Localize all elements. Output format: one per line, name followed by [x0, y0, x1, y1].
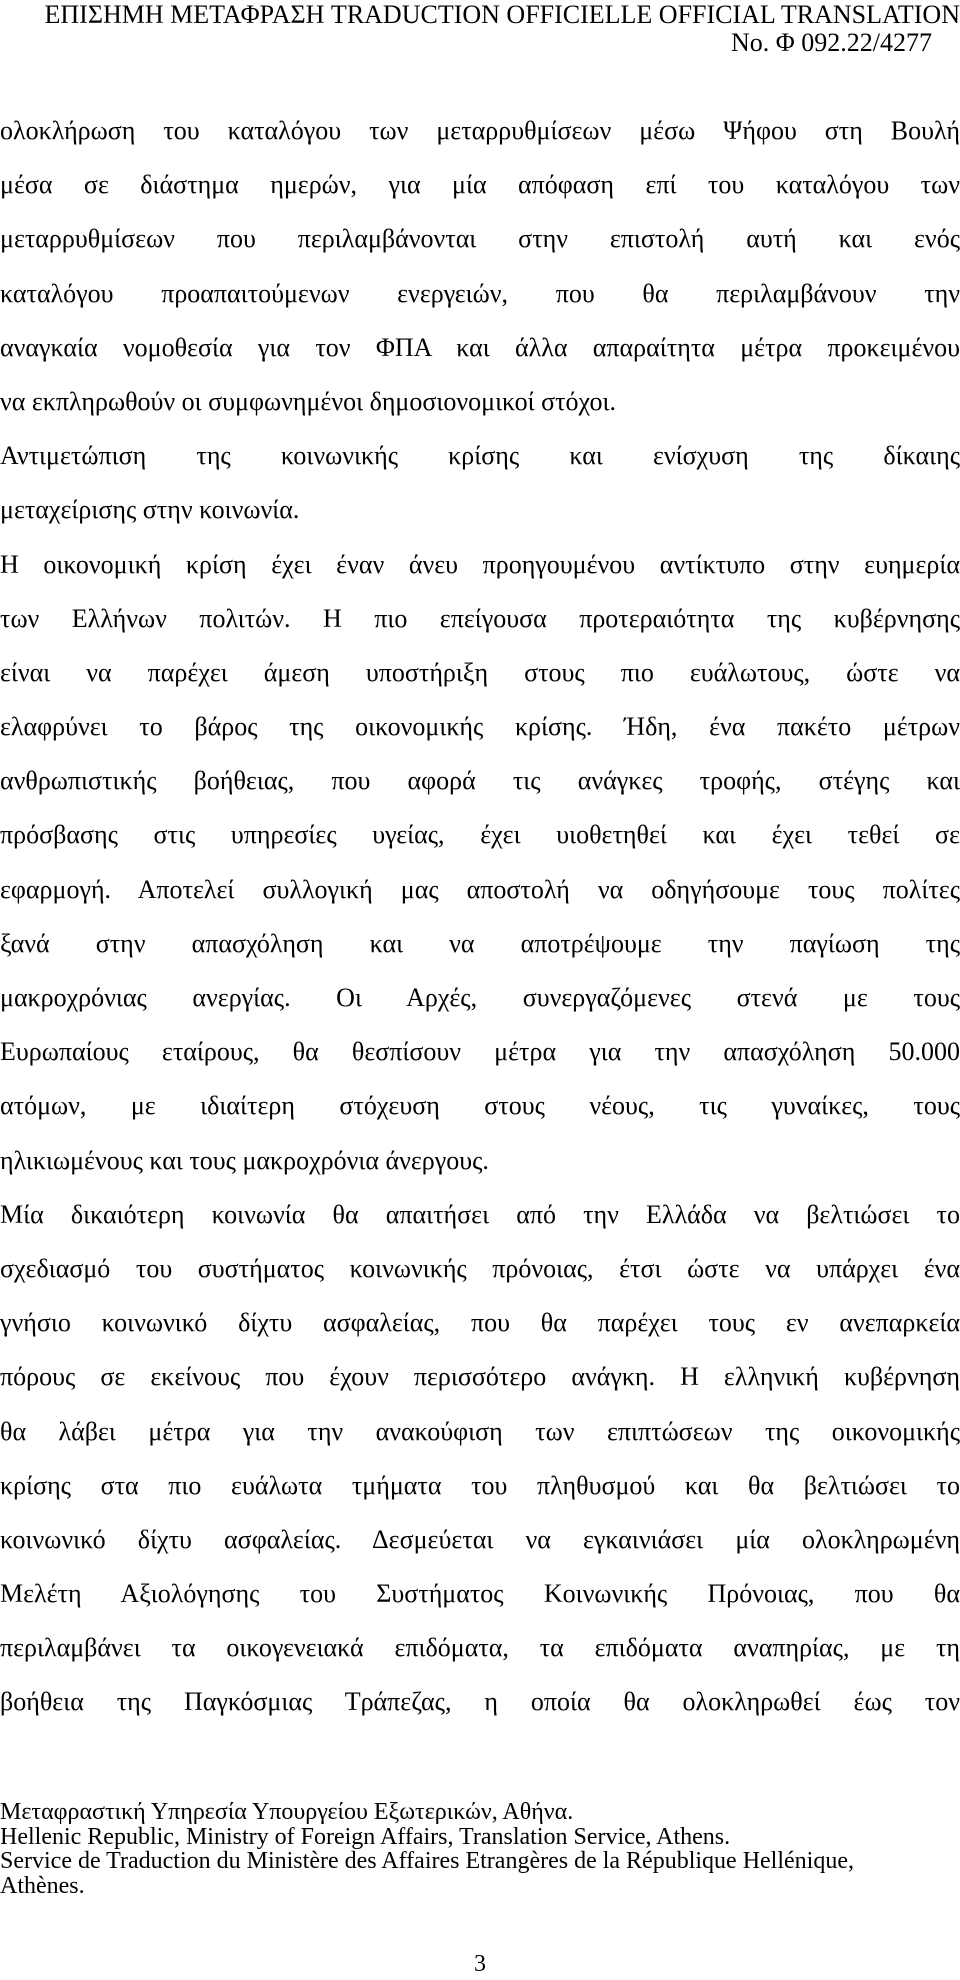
section-heading-line: μεταχείρισης στην κοινωνία. — [0, 495, 300, 525]
body-line: ηλικιωμένους και τους μακροχρόνια άνεργους. — [0, 1145, 489, 1175]
body-line: να εκπληρωθούν οι συμφωνημένοι δημοσιονομικοί στόχοι. — [0, 386, 617, 416]
body-line: ατόμων, με ιδιαίτερη στόχευση στους νέους, τις γυναίκες, τους — [0, 1091, 960, 1121]
body-line: αναγκαία νομοθεσία για τον ΦΠΑ και άλλα απαραίτητα μέτρα προκειμένου — [0, 332, 960, 362]
document-reference-number: No. Φ 092.22/4277 — [730, 28, 932, 57]
footer-line-french-city: Athènes. — [0, 1872, 85, 1899]
body-line: περιλαμβάνει τα οικογενειακά επιδόματα, τα επιδόματα αναπηρίας, με τη — [0, 1633, 960, 1663]
official-translation-banner: ΕΠΙΣΗΜΗ ΜΕΤΑΦΡΑΣΗ TRADUCTION OFFICIELLE OFFICIAL TRANSLATION — [44, 0, 960, 29]
body-line: ξανά στην απασχόληση και να αποτρέψουμε την παγίωση της — [0, 928, 960, 958]
footer-line-greek: Μεταφραστική Υπηρεσία Υπουργείου Εξωτερικών, Αθήνα. — [0, 1799, 574, 1825]
body-line: κοινωνικό δίχτυ ασφαλείας. Δεσμεύεται να εγκαινιάσει μία ολοκληρωμένη — [0, 1524, 960, 1554]
body-line: καταλόγου προαπαιτούμενων ενεργειών, που θα περιλαμβάνουν την — [0, 278, 960, 308]
translation-header — [0, 2, 960, 60]
body-line: βοήθεια της Παγκόσμιας Τράπεζας, η οποία θα ολοκληρωθεί έως τον — [0, 1687, 960, 1717]
body-line: ελαφρύνει το βάρος της οικονομικής κρίσης. Ήδη, ένα πακέτο μέτρων — [0, 712, 960, 742]
body-line: των Ελλήνων πολιτών. Η πιο επείγουσα προτεραιότητα της κυβέρνησης — [0, 603, 960, 633]
body-line: εφαρμογή. Αποτελεί συλλογική μας αποστολή να οδηγήσουμε τους πολίτες — [0, 874, 960, 904]
section-heading-line: Αντιμετώπιση της κοινωνικής κρίσης και ενίσχυση της δίκαιης — [0, 441, 960, 471]
body-line: ολοκλήρωση του καταλόγου των μεταρρυθμίσεων μέσω Ψήφου στη Βουλή — [0, 116, 960, 145]
body-line: θα λάβει μέτρα για την ανακούφιση των επιπτώσεων της οικονομικής — [0, 1416, 960, 1446]
body-line: πόρους σε εκείνους που έχουν περισσότερο ανάγκη. Η ελληνική κυβέρνηση — [0, 1362, 960, 1392]
body-line: Η οικονομική κρίση έχει έναν άνευ προηγουμένου αντίκτυπο στην ευημερία — [0, 549, 960, 579]
body-line: ανθρωπιστικής βοήθειας, που αφορά τις ανάγκες τροφής, στέγης και — [0, 766, 960, 796]
body-line: μέσα σε διάστημα ημερών, για μία απόφαση επί του καταλόγου των — [0, 170, 960, 200]
body-line: Μελέτη Αξιολόγησης του Συστήματος Κοινωνικής Πρόνοιας, που θα — [0, 1579, 960, 1609]
body-line: Μία δικαιότερη κοινωνία θα απαιτήσει από την Ελλάδα να βελτιώσει το — [0, 1199, 960, 1229]
body-line: είναι να παρέχει άμεση υποστήριξη στους πιο ευάλωτους, ώστε να — [0, 657, 960, 687]
footer-line-french: Service de Traduction du Ministère des Affaires Etrangères de la République Hellénique, — [0, 1848, 854, 1874]
body-line: μεταρρυθμίσεων που περιλαμβάνονται στην επιστολή αυτή και ενός — [0, 224, 960, 254]
body-line: Ευρωπαίους εταίρους, θα θεσπίσουν μέτρα για την απασχόληση 50.000 — [0, 1037, 960, 1067]
body-line: κρίσης στα πιο ευάλωτα τμήματα του πληθυσμού και θα βελτιώσει το — [0, 1470, 960, 1500]
page-number: 3 — [474, 1951, 486, 1977]
translation-service-footer — [0, 1800, 960, 1898]
body-line: μακροχρόνιας ανεργίας. Οι Αρχές, συνεργαζόμενες στενά με τους — [0, 983, 960, 1012]
body-line: σχεδιασμό του συστήματος κοινωνικής πρόνοιας, έτσι ώστε να υπάρχει ένα — [0, 1253, 960, 1283]
footer-line-english: Hellenic Republic, Ministry of Foreign Affairs, Translation Service, Athens. — [0, 1823, 731, 1850]
body-line: πρόσβασης στις υπηρεσίες υγείας, έχει υιοθετηθεί και έχει τεθεί σε — [0, 820, 960, 850]
body-line: γνήσιο κοινωνικό δίχτυ ασφαλείας, που θα παρέχει τους εν ανεπαρκεία — [0, 1308, 960, 1338]
document-body — [0, 104, 960, 1730]
